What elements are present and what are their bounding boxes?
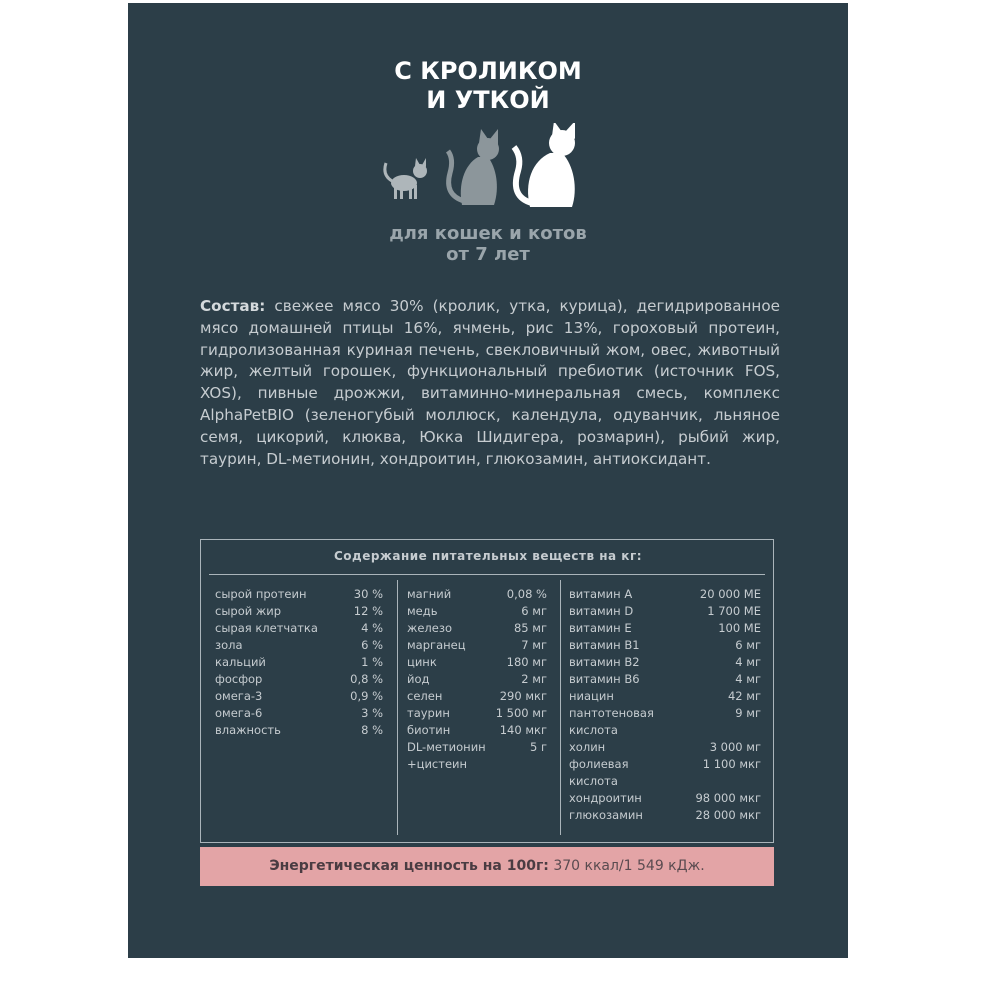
- nutrient-value: 28 000 мкг: [695, 808, 761, 822]
- nutrient-header-divider: [209, 574, 765, 575]
- nutrient-row: [407, 756, 547, 773]
- nutrient-value: 2 мг: [521, 672, 547, 686]
- nutrient-name: железо: [407, 621, 453, 635]
- nutrient-value: 100 МЕ: [718, 621, 761, 635]
- nutrient-name: биотин: [407, 723, 451, 737]
- composition-label: Состав:: [200, 297, 266, 315]
- nutrient-row: [215, 586, 383, 603]
- nutrient-name: пантотеновая: [569, 706, 654, 720]
- nutrient-value: 4 мг: [735, 672, 761, 686]
- nutrient-row: [569, 705, 761, 722]
- nutrient-name: селен: [407, 689, 443, 703]
- title-line-1: С КРОЛИКОМ: [394, 57, 582, 85]
- nutrient-name: DL-метионин: [407, 740, 486, 754]
- energy-value: 370 ккал/1 549 кДж.: [548, 858, 705, 874]
- nutrient-name: витамин В1: [569, 638, 640, 652]
- nutrient-value: 7 мг: [521, 638, 547, 652]
- nutrient-row: [407, 620, 547, 637]
- nutrient-column-vitamins: [569, 586, 761, 824]
- nutrient-row: [407, 739, 547, 756]
- nutrient-row: [569, 773, 761, 790]
- nutrient-name: витамин А: [569, 587, 633, 601]
- nutrient-column-macros: [215, 586, 383, 739]
- senior-cat-icon: [514, 123, 575, 207]
- product-info-panel: [128, 3, 848, 958]
- nutrient-row: [407, 637, 547, 654]
- nutrient-name: омега-6: [215, 706, 263, 720]
- nutrient-row: [569, 654, 761, 671]
- nutrient-value: 5 г: [529, 740, 547, 754]
- nutrient-row: [407, 654, 547, 671]
- nutrient-value: 0,9 %: [350, 689, 383, 703]
- column-divider: [560, 580, 561, 835]
- nutrient-row: [407, 722, 547, 739]
- nutrient-name: магний: [407, 587, 452, 601]
- nutrient-name: кислота: [569, 723, 618, 737]
- nutrient-value: 3 000 мг: [709, 740, 761, 754]
- nutrient-name: фосфор: [215, 672, 263, 686]
- energy-label: Энергетическая ценность на 100г:: [269, 858, 549, 874]
- nutrient-value: 4 мг: [735, 655, 761, 669]
- nutrient-table: [200, 539, 774, 843]
- nutrient-table-title: Содержание питательных веществ на кг:: [333, 549, 643, 563]
- nutrient-row: [569, 688, 761, 705]
- nutrient-row: [215, 637, 383, 654]
- nutrient-row: [569, 739, 761, 756]
- nutrient-row: [215, 620, 383, 637]
- nutrient-row: [407, 603, 547, 620]
- nutrient-row: [569, 671, 761, 688]
- nutrient-value: 0,8 %: [350, 672, 383, 686]
- nutrient-value: 6 %: [361, 638, 383, 652]
- nutrient-name: глюкозамин: [569, 808, 643, 822]
- title-line-2: И УТКОЙ: [426, 86, 550, 114]
- nutrient-row: [569, 603, 761, 620]
- nutrient-value: 20 000 МЕ: [699, 587, 761, 601]
- composition-text: свежее мясо 30% (кролик, утка, курица), дегидрированное мясо домашней птицы 16%, ячмень, рис 13%, гороховый протеин, гидролизованная куриная печень, свекловичный жом, овес, животный жир, желтый горошек, функциональный пребиотик (источник FOS, XOS), пивные дрожжи, витаминно-минеральная смесь, комплекс AlphaPetBIO (зеленогубый моллюск, календула, одуванчик, льняное семя, цикорий, клюква, Юкка Шидигера, розмарин), рыбий жир, таурин, DL-метионин, хондроитин, глюкозамин, антиоксидант.: [200, 297, 780, 468]
- nutrient-value: 290 мкг: [499, 689, 547, 703]
- nutrient-row: [407, 705, 547, 722]
- nutrient-name: медь: [407, 604, 438, 618]
- nutrient-value: 12 %: [353, 604, 383, 618]
- nutrient-value: 0,08 %: [506, 587, 547, 601]
- nutrient-value: 1 500 мг: [495, 706, 547, 720]
- cat-age-icons: [378, 123, 608, 208]
- subtitle-line-2: от 7 лет: [446, 244, 530, 265]
- nutrient-name: ниацин: [569, 689, 614, 703]
- nutrient-name: фолиевая: [569, 757, 629, 771]
- energy-value-bar: [200, 847, 774, 886]
- nutrient-value: 3 %: [361, 706, 383, 720]
- nutrient-name: кальций: [215, 655, 266, 669]
- nutrient-name: кислота: [569, 774, 618, 788]
- nutrient-value: 8 %: [361, 723, 383, 737]
- nutrient-name: сырая клетчатка: [215, 621, 318, 635]
- nutrient-column-minerals: [407, 586, 547, 773]
- nutrient-name: сырой жир: [215, 604, 282, 618]
- nutrient-value: 30 %: [353, 587, 383, 601]
- nutrient-value: 1 700 МЕ: [707, 604, 761, 618]
- nutrient-name: йод: [407, 672, 430, 686]
- nutrient-row: [215, 603, 383, 620]
- nutrient-value: 85 мг: [513, 621, 547, 635]
- nutrient-row: [215, 705, 383, 722]
- nutrient-row: [569, 722, 761, 739]
- nutrient-row: [569, 756, 761, 773]
- kitten-icon: [385, 158, 427, 199]
- nutrient-row: [215, 654, 383, 671]
- subtitle-line-1: для кошек и котов: [389, 223, 587, 244]
- nutrient-name: омега-3: [215, 689, 263, 703]
- nutrient-value: 98 000 мкг: [695, 791, 761, 805]
- nutrient-name: витамин В6: [569, 672, 640, 686]
- nutrient-row: [215, 722, 383, 739]
- nutrient-value: 6 мг: [521, 604, 547, 618]
- nutrient-row: [569, 637, 761, 654]
- adult-cat-icon: [448, 129, 499, 205]
- nutrient-value: 180 мг: [506, 655, 547, 669]
- nutrient-row: [215, 688, 383, 705]
- nutrient-name: холин: [569, 740, 606, 754]
- nutrient-row: [407, 688, 547, 705]
- nutrient-name: витамин D: [569, 604, 634, 618]
- nutrient-name: зола: [215, 638, 243, 652]
- column-divider: [397, 580, 398, 835]
- product-title: [128, 57, 848, 115]
- composition-paragraph: [200, 296, 780, 470]
- nutrient-value: 1 %: [361, 655, 383, 669]
- nutrient-name: витамин В2: [569, 655, 640, 669]
- nutrient-value: 4 %: [361, 621, 383, 635]
- nutrient-name: марганец: [407, 638, 466, 652]
- nutrient-row: [407, 671, 547, 688]
- nutrient-value: 42 мг: [727, 689, 761, 703]
- nutrient-row: [569, 586, 761, 603]
- nutrient-row: [569, 620, 761, 637]
- nutrient-name: сырой протеин: [215, 587, 307, 601]
- nutrient-name: витамин Е: [569, 621, 632, 635]
- nutrient-name: цинк: [407, 655, 437, 669]
- nutrient-value: 1 100 мкг: [702, 757, 761, 771]
- nutrient-name: хондроитин: [569, 791, 642, 805]
- nutrient-row: [215, 671, 383, 688]
- target-audience: [128, 223, 848, 265]
- nutrient-row: [569, 807, 761, 824]
- nutrient-name: влажность: [215, 723, 281, 737]
- nutrient-name: +цистеин: [407, 757, 468, 771]
- nutrient-row: [407, 586, 547, 603]
- nutrient-value: 140 мкг: [499, 723, 547, 737]
- nutrient-name: таурин: [407, 706, 450, 720]
- nutrient-value: 6 мг: [735, 638, 761, 652]
- nutrient-value: 9 мг: [735, 706, 761, 720]
- nutrient-row: [569, 790, 761, 807]
